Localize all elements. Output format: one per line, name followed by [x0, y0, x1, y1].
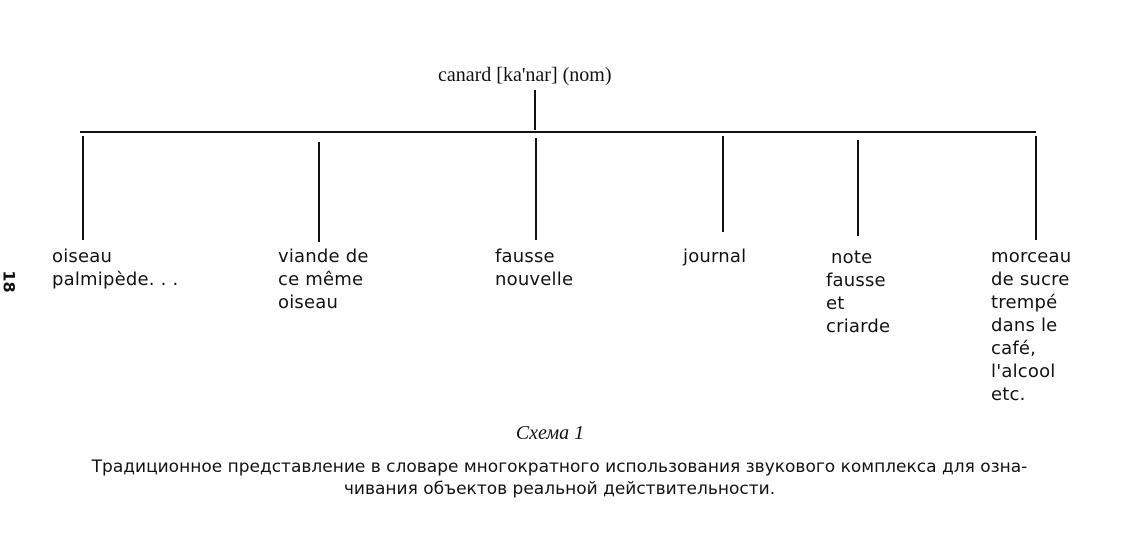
- branch-3-line-2: nouvelle: [495, 269, 574, 290]
- branch-meaning-1: [52, 245, 178, 291]
- branch-3-line-1: fausse: [495, 246, 555, 267]
- branch-meaning-6: [991, 245, 1071, 406]
- branch-6-line-7: etc.: [991, 384, 1026, 405]
- branch-6-line-6: l'alcool: [991, 361, 1056, 382]
- branch-meaning-2: [278, 245, 369, 314]
- branch-6-line-3: trempé: [991, 292, 1058, 313]
- scheme-caption-line-1: Традиционное представление в словаре многократного использования звукового комплекса для озна-: [91, 457, 1028, 477]
- scheme-caption: [22, 456, 1097, 500]
- branch-6-line-5: café,: [991, 338, 1037, 359]
- branch-2-line-3: oiseau: [278, 292, 339, 313]
- branch-1-line-2: palmipède. . .: [52, 269, 179, 290]
- branch-6-line-1: morceau: [991, 246, 1072, 267]
- branch-5-line-2: fausse: [826, 270, 886, 291]
- root-word-label: canard [ka'nar] (nom): [438, 64, 612, 86]
- branch-meaning-3: [495, 245, 573, 291]
- branch-2-line-2: ce même: [278, 269, 364, 290]
- scheme-title: Схема 1: [515, 422, 585, 444]
- branch-meaning-4: [683, 245, 746, 268]
- branch-5-line-3: et: [826, 293, 845, 314]
- branch-meaning-5: [826, 246, 890, 338]
- branch-2-line-1: viande de: [278, 246, 369, 267]
- scheme-caption-line-2: чивания объектов реальной действительности.: [343, 479, 776, 499]
- page-number: 18: [0, 270, 19, 293]
- branch-1-line-1: oiseau: [52, 246, 113, 267]
- branch-5-line-4: criarde: [826, 316, 891, 337]
- branch-6-line-4: dans le: [991, 315, 1058, 336]
- branch-5-line-1: note: [831, 247, 873, 268]
- branch-6-line-2: de sucre: [991, 269, 1070, 290]
- branch-4-line-1: journal: [683, 246, 747, 267]
